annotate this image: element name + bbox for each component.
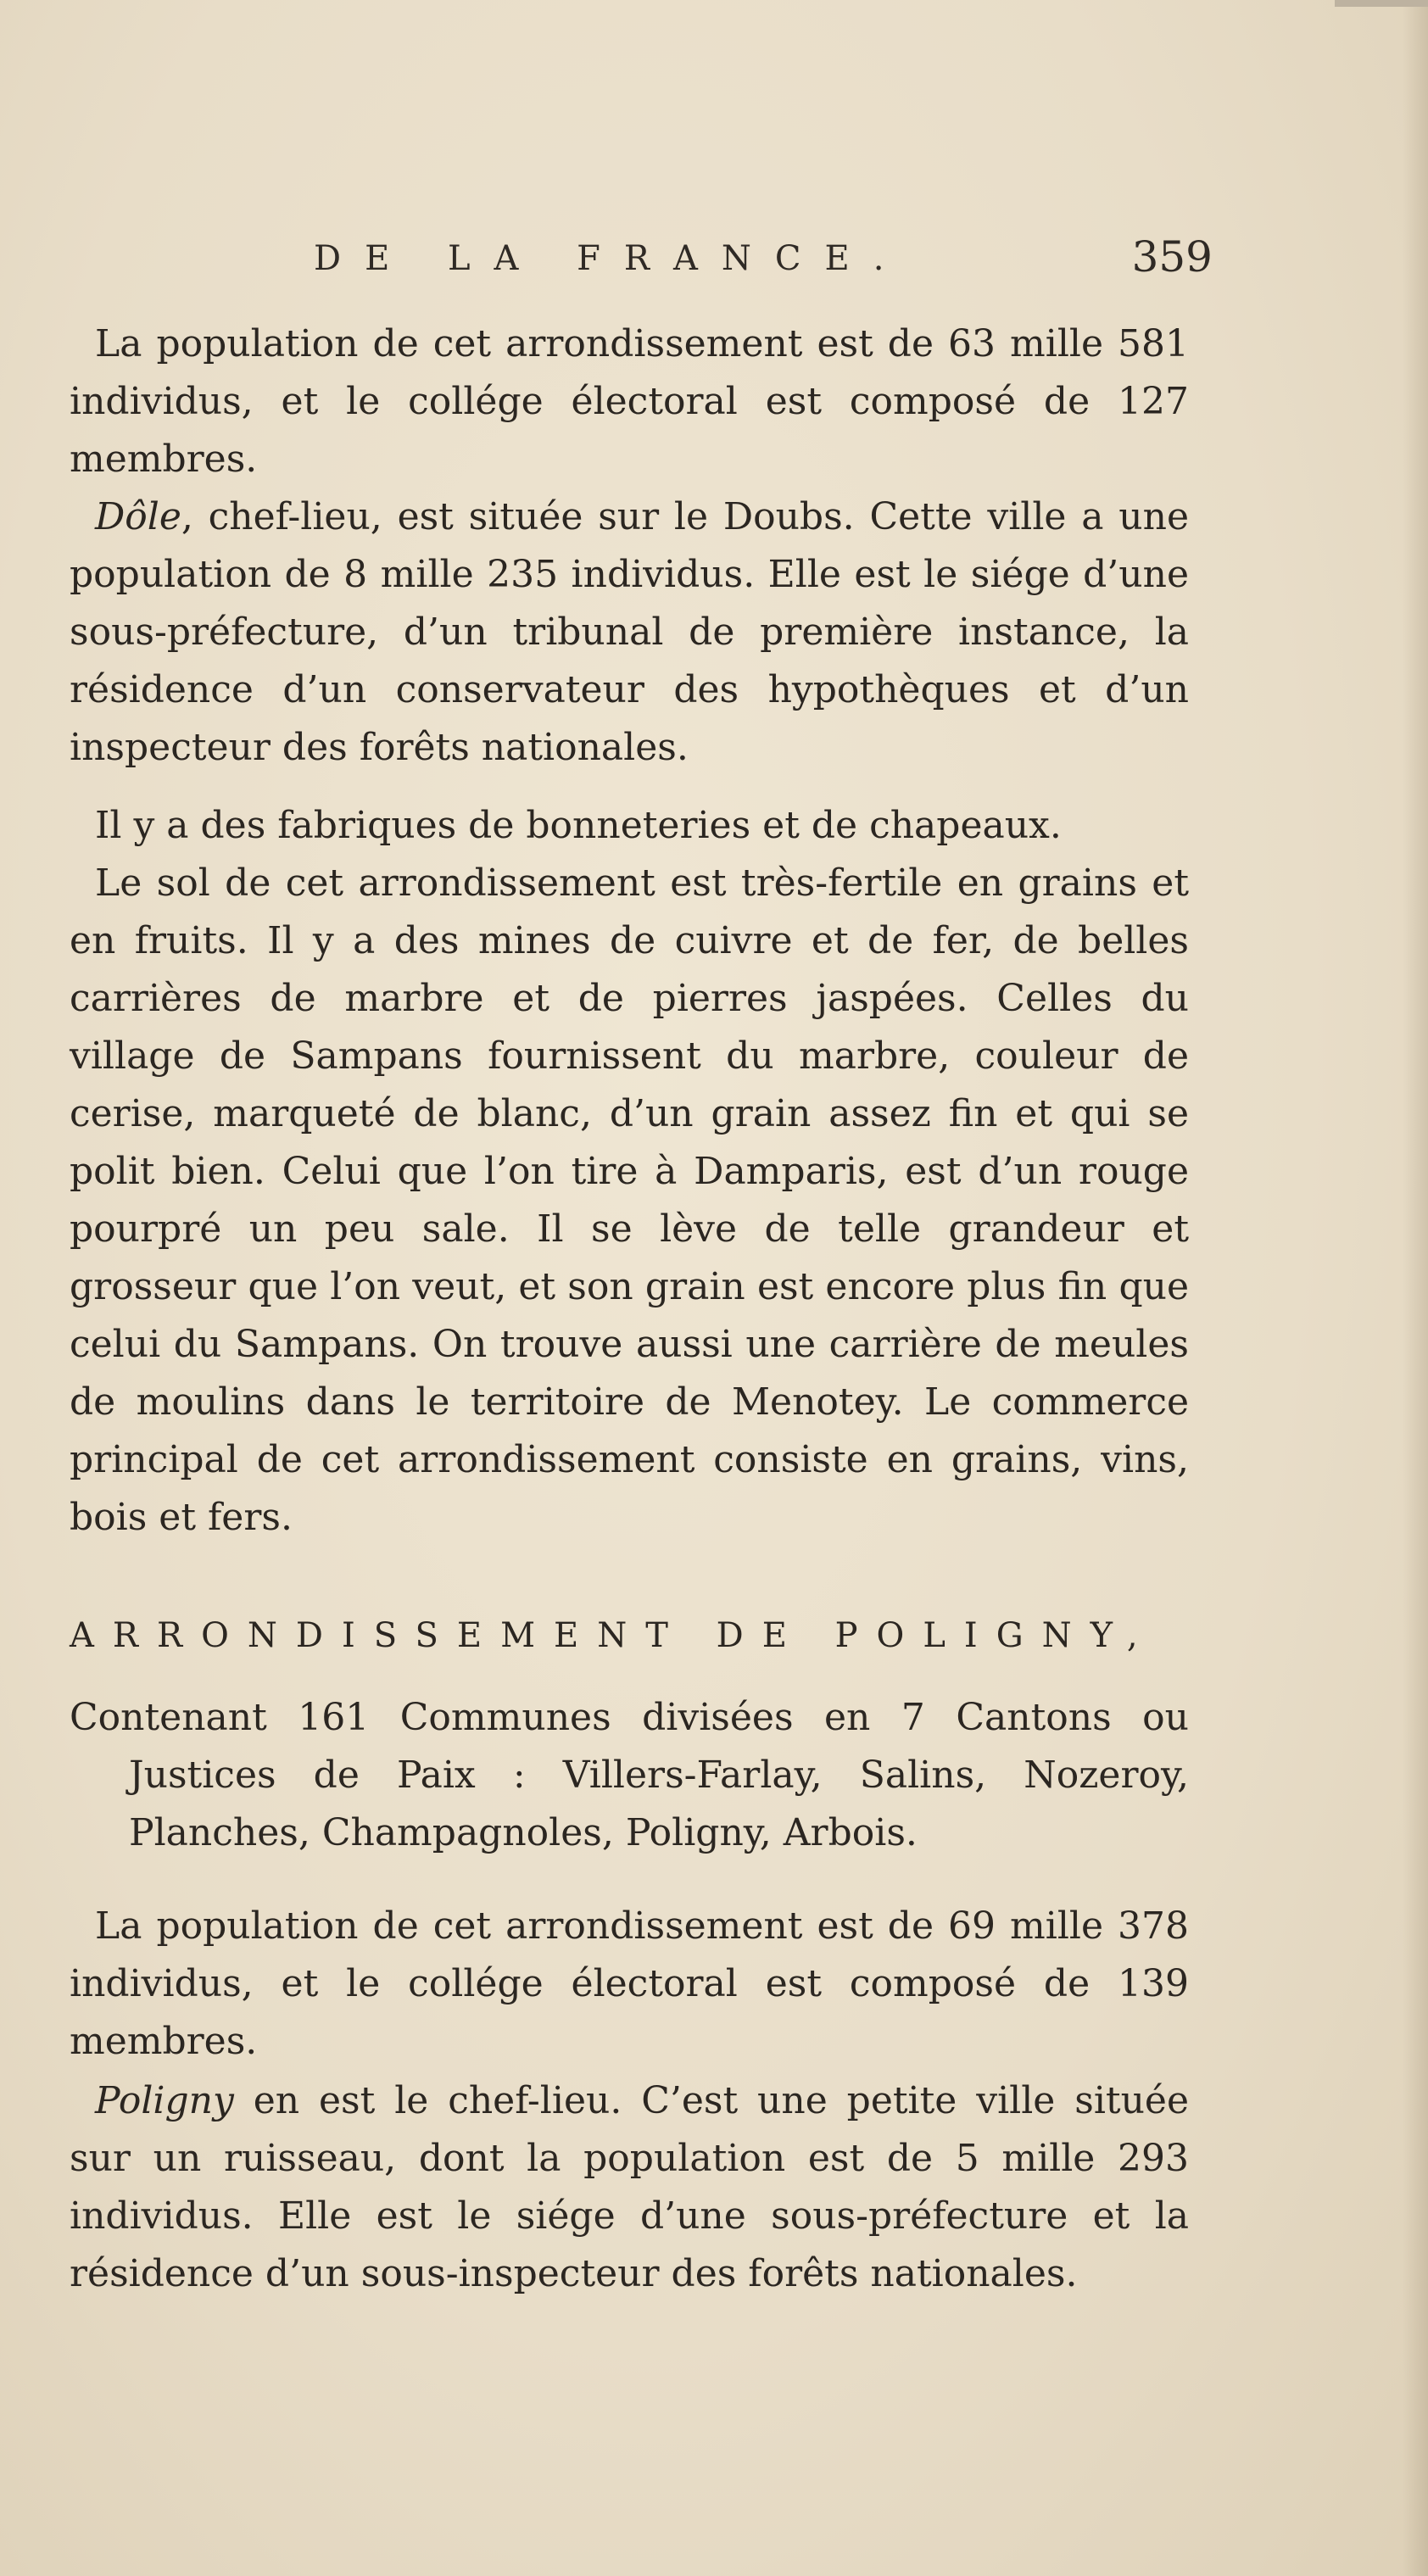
cantons-text: Contenant 161 Communes divisées en 7 Cantons ou Justices de Paix : Villers-Farlay, Salins, Nozeroy, Planches, Champagnoles, Poligny, Arbois. xyxy=(70,1696,1189,1854)
paragraph-text-rest: en est le chef-lieu. C’est une petite ville située sur un ruisseau, dont la population est de 5 mille 293 individus. Elle est le siége d’une sous-préfecture et la résidence d’un sous-inspecteur des forêts nationales. xyxy=(70,2079,1189,2295)
running-head: DE LA FRANCE. xyxy=(314,239,908,278)
paragraph-text: Le sol de cet arrondissement est très-fertile en grains et en fruits. Il y a des mines de cuivre et de fer, de belles carrières de marbre et de pierres jaspées. Celles du village de Sampans fournissent du marbre, couleur de cerise, marqueté de blanc, d’un grain assez fin et qui se polit bien. Celui que l’on tire à Damparis, est d’un rouge pourpré un peu sale. Il se lève de telle grandeur et grosseur que l’on veut, et son grain est encore plus fin que celui du Sampans. On trouve aussi une carrière de meules de moulins dans le territoire de Menotey. Le commerce principal de cet arrondissement consiste en grains, vins, bois et fers. xyxy=(70,861,1189,1539)
paragraph-fabriques xyxy=(70,797,1189,855)
place-name-poligny: Poligny xyxy=(95,2079,234,2122)
page-number: 359 xyxy=(1131,232,1213,282)
paragraph-population-dole xyxy=(70,315,1189,488)
cantons-list xyxy=(70,1689,1189,1862)
page-header xyxy=(314,232,1213,290)
paragraph-text: La population de cet arrondissement est de 69 mille 378 individus, et le collége électoral est composé de 139 membres. xyxy=(70,1904,1189,2063)
paragraph-sol xyxy=(70,855,1189,1547)
place-name-dole: Dôle xyxy=(95,495,181,538)
paragraph-poligny xyxy=(70,2072,1189,2303)
paragraph-dole xyxy=(70,488,1189,777)
paragraph-text xyxy=(70,2072,1189,2303)
paragraph-text: Il y a des fabriques de bonneteries et de chapeaux. xyxy=(95,804,1062,847)
paragraph-text: La population de cet arrondissement est de 63 mille 581 individus, et le collége électoral est composé de 127 membres. xyxy=(70,322,1189,481)
page-edge-strip xyxy=(1335,0,1428,7)
paragraph-text xyxy=(70,488,1189,777)
section-heading: ARRONDISSEMENT DE POLIGNY, xyxy=(70,1616,1157,1655)
page-edge-shadow xyxy=(1403,0,1428,2576)
paragraph-text-rest: , chef-lieu, est située sur le Doubs. Cette ville a une population de 8 mille 235 individus. Elle est le siége d’une sous-préfecture, d’un tribunal de première instance, la résidence d’un conservateur des hypothèques et d’un inspecteur des forêts nationales. xyxy=(70,495,1189,769)
paragraph-population-poligny xyxy=(70,1898,1189,2071)
